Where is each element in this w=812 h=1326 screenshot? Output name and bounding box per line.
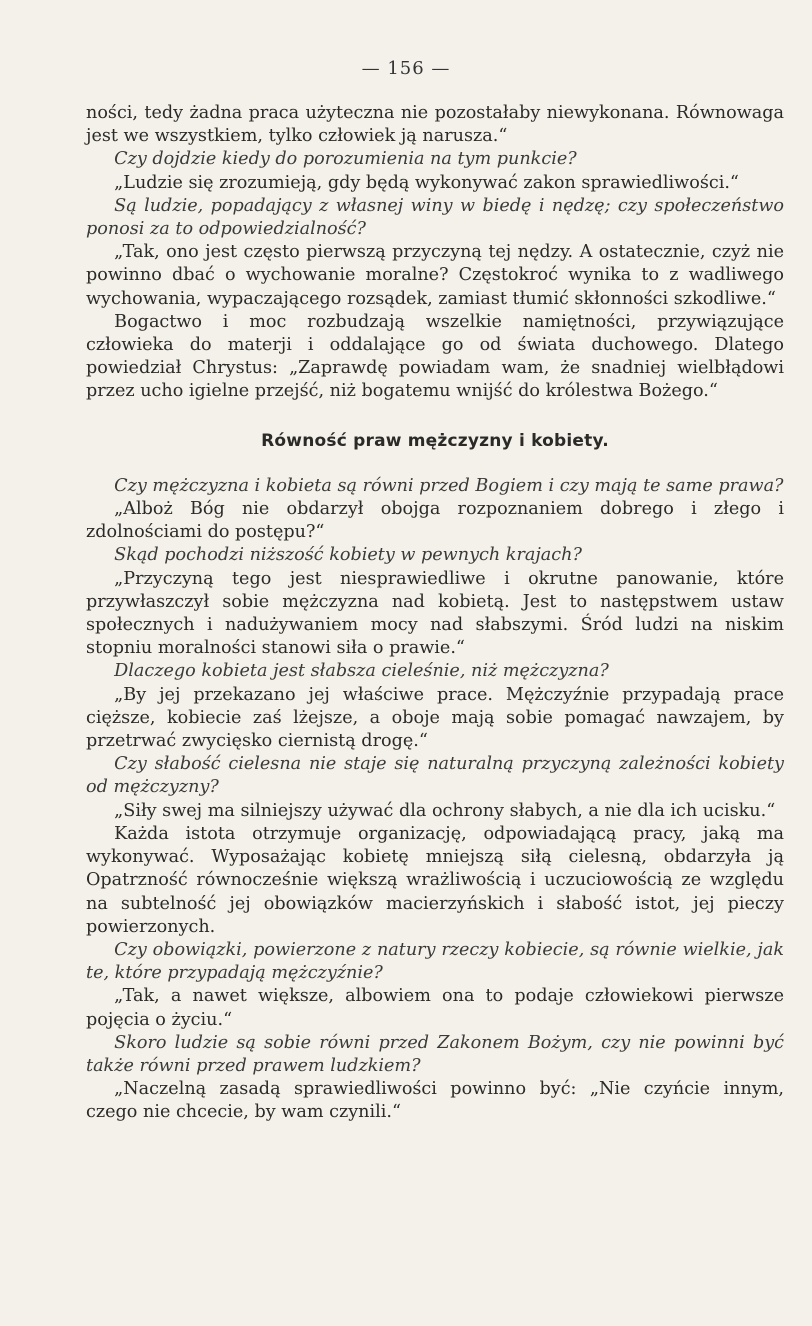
answer-paragraph: „Tak, ono jest często pierwszą przyczyną tej nędzy. A ostatecznie, czyż nie powinno dbać o wychowanie moralne? Częstokroć wynika to z wadliwego wychowania, wypaczającego rozsądek, zamiast tłumić skłonności szkodliwe.“ (86, 242, 784, 309)
answer-paragraph: „Przyczyną tego jest niesprawiedliwe i okrutne panowanie, które przywłaszczył sobie mężczyzna nad kobietą. Jest to następstwem ustaw społecznych i nadużywaniem mocy nad słabszymi. Śród ludzi na niskim stopniu moralności stanowi siła o prawie.“ (86, 568, 784, 659)
page-number: — 156 — (361, 58, 451, 79)
question-paragraph: Czy słabość cielesna nie staje się naturalną przyczyną zależności kobiety od mężczyzny? (86, 754, 784, 798)
question-paragraph: Dlaczego kobieta jest słabsza cieleśnie, niż mężczyzna? (114, 661, 609, 682)
question-paragraph: Skąd pochodzi niższość kobiety w pewnych krajach? (114, 545, 582, 566)
answer-paragraph: „Tak, a nawet większe, albowiem ona to podaje człowiekowi pierwsze pojęcia o życiu.“ (86, 986, 784, 1030)
answer-paragraph: Każda istota otrzymuje organizację, odpowiadającą pracy, jaką ma wykonywać. Wyposażając kobietę mniejszą siłą cielesną, obdarzyła ją Opatrzność równocześnie większą wrażliwością i uczuciowością ze względu na subtelność jej obowiązków macierzyńskich i słabość istot, jej pieczy powierzonych. (86, 823, 784, 937)
section-heading: Równość praw mężczyzny i kobiety. (261, 430, 609, 451)
question-paragraph: Czy mężczyzna i kobieta są równi przed Bogiem i czy mają te same prawa? (114, 475, 784, 496)
question-paragraph: Skoro ludzie są sobie równi przed Zakonem Bożym, czy nie powinni być także równi przed prawem ludzkiem? (86, 1032, 784, 1076)
section-after (86, 475, 784, 1125)
question-paragraph: Czy obowiązki, powierzone z natury rzeczy kobiecie, są równie wielkie, jak te, które przypadają mężczyźnie? (86, 939, 784, 984)
answer-paragraph: „Ludzie się zrozumieją, gdy będą wykonywać zakon sprawiedliwości.“ (114, 172, 739, 193)
body-text (86, 102, 784, 1125)
question-paragraph: Czy dojdzie kiedy do porozumienia na tym punkcie? (114, 149, 577, 170)
answer-paragraph: „Siły swej ma silniejszy używać dla ochrony słabych, a nie dla ich ucisku.“ (114, 800, 776, 821)
answer-paragraph: Bogactwo i moc rozbudzają wszelkie namiętności, przywiązujące człowieka do materji i oddalające go od świata duchowego. Dlatego powiedział Chrystus: „Zaprawdę powiadam wam, że snadniej wielbłądowi przez ucho igielne przejść, niż bogatemu wnijść do królestwa Bożego.“ (86, 311, 784, 402)
section-before (86, 102, 784, 404)
answer-paragraph: „Naczelną zasadą sprawiedliwości powinno być: „Nie czyńcie innym, czego nie chcecie, by wam czynili.“ (86, 1079, 784, 1123)
question-paragraph: Są ludzie, popadający z własnej winy w biedę i nędzę; czy społeczeństwo ponosi za to odpowiedzialność? (86, 195, 784, 240)
answer-paragraph: „Alboż Bóg nie obdarzył obojga rozpoznaniem dobrego i złego i zdolnościami do postępu?“ (86, 499, 784, 543)
answer-paragraph: ności, tedy żadna praca użyteczna nie pozostałaby niewykonana. Równowaga jest we wszystkiem, tylko człowiek ją narusza.“ (86, 103, 784, 147)
answer-paragraph: „By jej przekazano jej właściwe prace. Mężczyźnie przypadają prace cięższe, kobiecie zaś lżejsze, a oboje mają sobie pomagać nawzajem, by przetrwać zwycięsko ciernistą drogę.“ (86, 684, 784, 752)
